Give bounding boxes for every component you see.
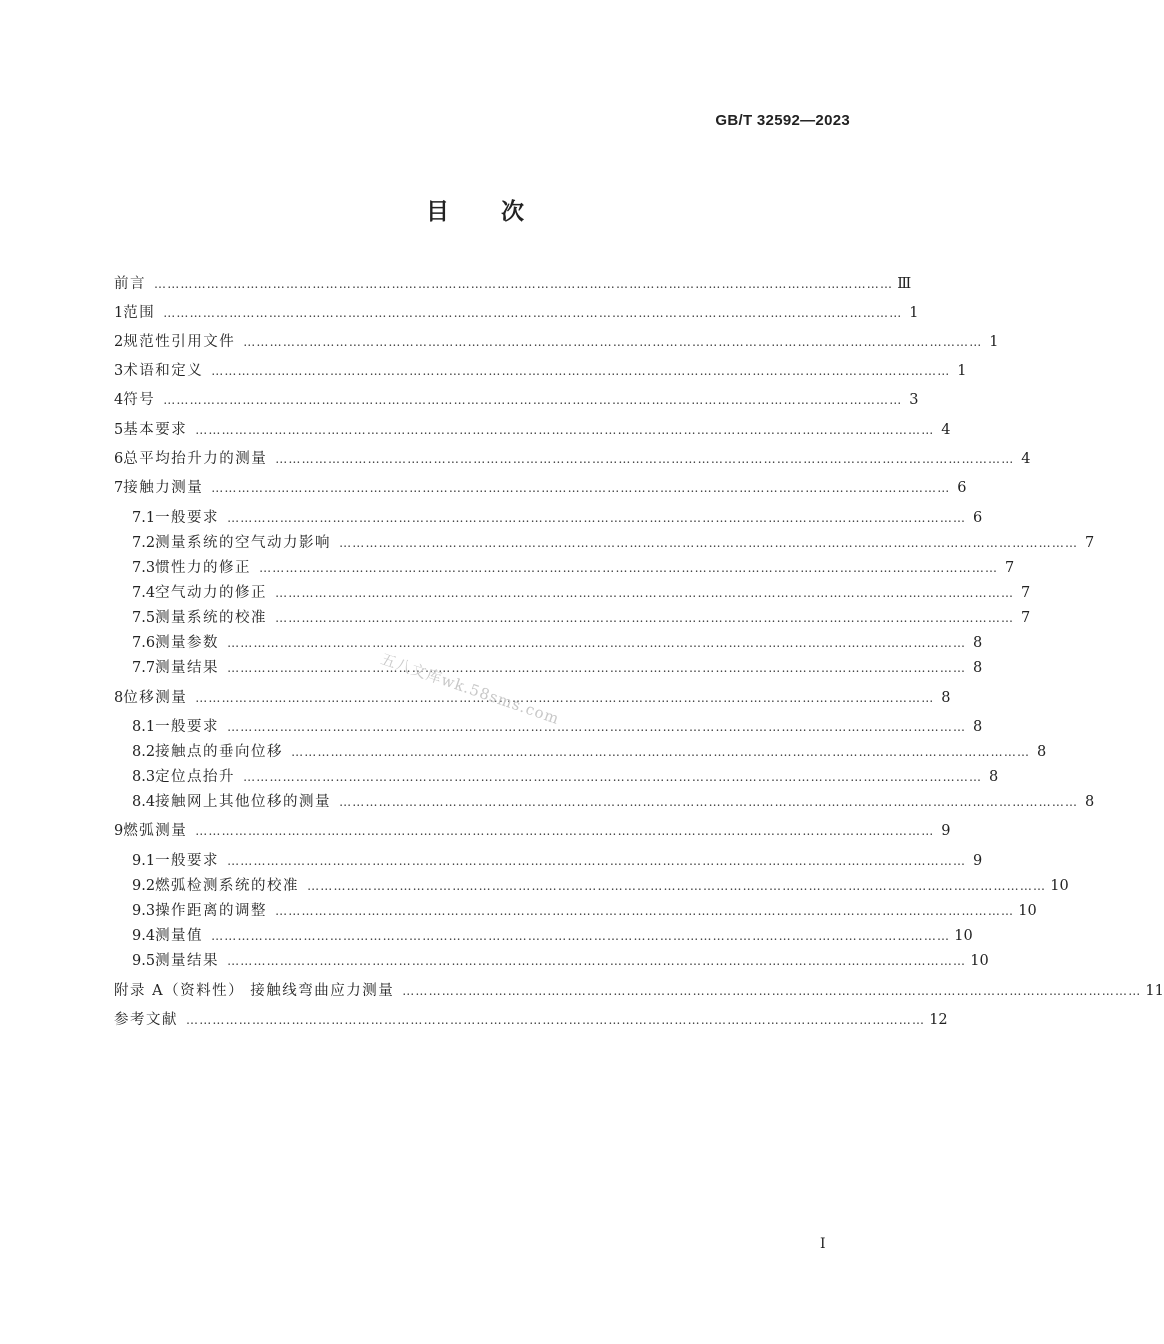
toc-entry-8-3[interactable] (132, 766, 999, 788)
toc-entry-label: 测量值 (155, 928, 204, 944)
toc-entry-number: 8.3 (132, 769, 156, 785)
toc-entry-number: 7.6 (132, 635, 156, 651)
toc-page-number: 1 (909, 305, 919, 321)
toc-page-number: 4 (1021, 451, 1031, 467)
toc-entry-bibliography[interactable] (114, 1009, 948, 1031)
toc-leader-dots: …………………………………………………………………………………………………………………………………………………… (227, 720, 967, 734)
toc-entry-label: 附录 A（资料性） 接触线弯曲应力测量 (114, 983, 395, 999)
toc-leader-dots: …………………………………………………………………………………………………………………………………………………… (195, 824, 935, 838)
toc-entry-number: 8.4 (132, 794, 156, 810)
toc-entry-number: 7.4 (132, 585, 156, 601)
toc-leader-dots: …………………………………………………………………………………………………………………………………………………… (339, 795, 1079, 809)
toc-leader-dots: …………………………………………………………………………………………………………………………………………………… (211, 364, 951, 378)
toc-entry-number: 9 (114, 823, 124, 839)
toc-page-number: 8 (973, 719, 983, 735)
toc-entry-7-7[interactable] (132, 657, 983, 679)
toc-entry-number: 9.4 (132, 928, 156, 944)
toc-entry-9-3[interactable] (132, 900, 1037, 922)
toc-entry-7-2[interactable] (132, 532, 1095, 554)
toc-leader-dots: …………………………………………………………………………………………………………………………………………………… (227, 854, 967, 868)
toc-leader-dots: …………………………………………………………………………………………………………………………………………………… (227, 661, 967, 675)
toc-entry-9-4[interactable] (132, 925, 973, 947)
toc-entry-annex-a[interactable] (114, 980, 1164, 1002)
toc-page-number: 7 (1005, 560, 1015, 576)
toc-entry-number: 6 (114, 451, 124, 467)
toc-entry-7-6[interactable] (132, 632, 983, 654)
toc-leader-dots: …………………………………………………………………………………………………………………………………………………… (275, 904, 1015, 918)
toc-leader-dots: …………………………………………………………………………………………………………………………………………………… (227, 636, 967, 650)
toc-entry-number: 1 (114, 305, 124, 321)
page-title: 目次 (426, 199, 576, 225)
toc-entry-7-4[interactable] (132, 582, 1031, 604)
toc-page-number: 6 (973, 510, 983, 526)
toc-entry-8-1[interactable] (132, 716, 983, 738)
toc-entry-8-2[interactable] (132, 741, 1047, 763)
toc-leader-dots: …………………………………………………………………………………………………………………………………………………… (195, 691, 935, 705)
toc-page-number: 10 (970, 953, 989, 969)
toc-leader-dots: …………………………………………………………………………………………………………………………………………………… (186, 1013, 926, 1027)
toc-entry-1[interactable] (114, 302, 919, 324)
toc-page-number: 10 (954, 928, 973, 944)
toc-leader-dots: …………………………………………………………………………………………………………………………………………………… (163, 306, 903, 320)
toc-entry-5[interactable] (114, 419, 951, 441)
toc-entry-label: 测量结果 (155, 660, 220, 676)
toc-page-number: 1 (957, 363, 967, 379)
toc-entry-label: 空气动力的修正 (155, 585, 268, 601)
toc-entry-9[interactable] (114, 820, 951, 842)
toc-page-number: 8 (1085, 794, 1095, 810)
toc-page-number: 8 (1037, 744, 1047, 760)
toc-page-number: 9 (941, 823, 951, 839)
toc-leader-dots: …………………………………………………………………………………………………………………………………………………… (291, 745, 1031, 759)
toc-entry-number: 7.3 (132, 560, 156, 576)
toc-entry-number: 8.2 (132, 744, 156, 760)
toc-entry-number: 4 (114, 392, 124, 408)
toc-page-number: 6 (957, 480, 967, 496)
toc-entry-4[interactable] (114, 389, 919, 411)
toc-page-number: 7 (1085, 535, 1095, 551)
toc-page-number: 10 (1018, 903, 1037, 919)
toc-entry-9-1[interactable] (132, 850, 983, 872)
toc-entry-label: 总平均抬升力的测量 (123, 451, 268, 467)
toc-entry-2[interactable] (114, 331, 999, 353)
toc-entry-label: 基本要求 (123, 422, 188, 438)
toc-page-number: 8 (941, 690, 951, 706)
toc-entry-number: 7 (114, 480, 124, 496)
toc-leader-dots: …………………………………………………………………………………………………………………………………………………… (243, 335, 983, 349)
toc-entry-8-4[interactable] (132, 791, 1095, 813)
toc-entry-number: 3 (114, 363, 124, 379)
toc-leader-dots: …………………………………………………………………………………………………………………………………………………… (275, 586, 1015, 600)
toc-page-number: 7 (1021, 585, 1031, 601)
toc-entry-number: 8 (114, 690, 124, 706)
toc-entry-number: 7.5 (132, 610, 156, 626)
toc-leader-dots: …………………………………………………………………………………………………………………………………………………… (211, 929, 951, 943)
toc-entry-number: 7.2 (132, 535, 156, 551)
toc-entry-label: 燃弧测量 (123, 823, 188, 839)
toc-leader-dots: …………………………………………………………………………………………………………………………………………………… (211, 481, 951, 495)
toc-leader-dots: …………………………………………………………………………………………………………………………………………………… (243, 770, 983, 784)
toc-entry-number: 9.2 (132, 878, 156, 894)
toc-page-number: 3 (909, 392, 919, 408)
toc-page-number: 1 (989, 334, 999, 350)
toc-entry-number: 9.1 (132, 853, 156, 869)
toc-entry-label: 规范性引用文件 (123, 334, 236, 350)
toc-entry-label: 一般要求 (155, 510, 220, 526)
toc-page-number: 11 (1145, 983, 1164, 999)
toc-leader-dots: …………………………………………………………………………………………………………………………………………………… (275, 452, 1015, 466)
toc-entry-label: 位移测量 (123, 690, 188, 706)
toc-entry-label: 测量系统的空气动力影响 (155, 535, 332, 551)
toc-entry-label: 术语和定义 (123, 363, 204, 379)
toc-page-number: 12 (929, 1012, 948, 1028)
toc-entry-label: 接触点的垂向位移 (155, 744, 284, 760)
toc-page-number: 9 (973, 853, 983, 869)
toc-page-number: Ⅲ (897, 276, 912, 292)
toc-entry-6[interactable] (114, 448, 1031, 470)
toc-entry-9-5[interactable] (132, 950, 989, 972)
toc-entry-number: 5 (114, 422, 124, 438)
toc-page-number: 8 (989, 769, 999, 785)
toc-leader-dots: …………………………………………………………………………………………………………………………………………………… (163, 393, 903, 407)
toc-entry-7-1[interactable] (132, 507, 983, 529)
watermark: 五八文库wk.58sms.com (378, 649, 562, 729)
toc-entry-number: 7.1 (132, 510, 156, 526)
toc-entry-label: 操作距离的调整 (155, 903, 268, 919)
toc-entry-number: 9.5 (132, 953, 156, 969)
toc-entry-3[interactable] (114, 360, 967, 382)
toc-leader-dots: …………………………………………………………………………………………………………………………………………………… (154, 277, 894, 291)
toc-leader-dots: …………………………………………………………………………………………………………………………………………………… (227, 511, 967, 525)
toc-leader-dots: …………………………………………………………………………………………………………………………………………………… (307, 879, 1047, 893)
toc-entry-label: 定位点抬升 (155, 769, 236, 785)
toc-entry-label: 符号 (123, 392, 156, 408)
toc-page-number: 8 (973, 660, 983, 676)
toc-entry-number: 9.3 (132, 903, 156, 919)
toc-entry-label: 测量参数 (155, 635, 220, 651)
toc-entry-number: 8.1 (132, 719, 156, 735)
toc-leader-dots: …………………………………………………………………………………………………………………………………………………… (275, 611, 1015, 625)
toc-page-number: 8 (973, 635, 983, 651)
toc-entry-label: 一般要求 (155, 719, 220, 735)
toc-entry-9-2[interactable] (132, 875, 1069, 897)
toc-page-number: 4 (941, 422, 951, 438)
toc-page-number: 10 (1050, 878, 1069, 894)
toc-entry-label: 接触力测量 (123, 480, 204, 496)
toc-page-number: 7 (1021, 610, 1031, 626)
toc-entry-number: 2 (114, 334, 124, 350)
toc-entry-label: 接触网上其他位移的测量 (155, 794, 332, 810)
page-folio: Ⅰ (820, 1236, 826, 1252)
toc-leader-dots: …………………………………………………………………………………………………………………………………………………… (195, 423, 935, 437)
toc-entry-label: 参考文献 (114, 1012, 178, 1028)
toc-entry-label: 测量系统的校准 (155, 610, 268, 626)
toc-entry-label: 前言 (114, 276, 146, 292)
toc-entry-number: 7.7 (132, 660, 156, 676)
toc-entry-label: 燃弧检测系统的校准 (155, 878, 300, 894)
toc-entry-preface[interactable] (114, 273, 912, 295)
toc-entry-7-3[interactable] (132, 557, 1015, 579)
toc-leader-dots: …………………………………………………………………………………………………………………………………………………… (402, 984, 1142, 998)
toc-entry-7[interactable] (114, 477, 967, 499)
toc-leader-dots: …………………………………………………………………………………………………………………………………………………… (339, 536, 1079, 550)
toc-leader-dots: …………………………………………………………………………………………………………………………………………………… (227, 954, 967, 968)
toc-entry-label: 测量结果 (155, 953, 220, 969)
toc-entry-label: 惯性力的修正 (155, 560, 252, 576)
standard-code: GB/T 32592—2023 (715, 112, 850, 129)
toc-entry-7-5[interactable] (132, 607, 1031, 629)
toc-entry-label: 范围 (123, 305, 156, 321)
toc-entry-label: 一般要求 (155, 853, 220, 869)
toc-leader-dots: …………………………………………………………………………………………………………………………………………………… (259, 561, 999, 575)
